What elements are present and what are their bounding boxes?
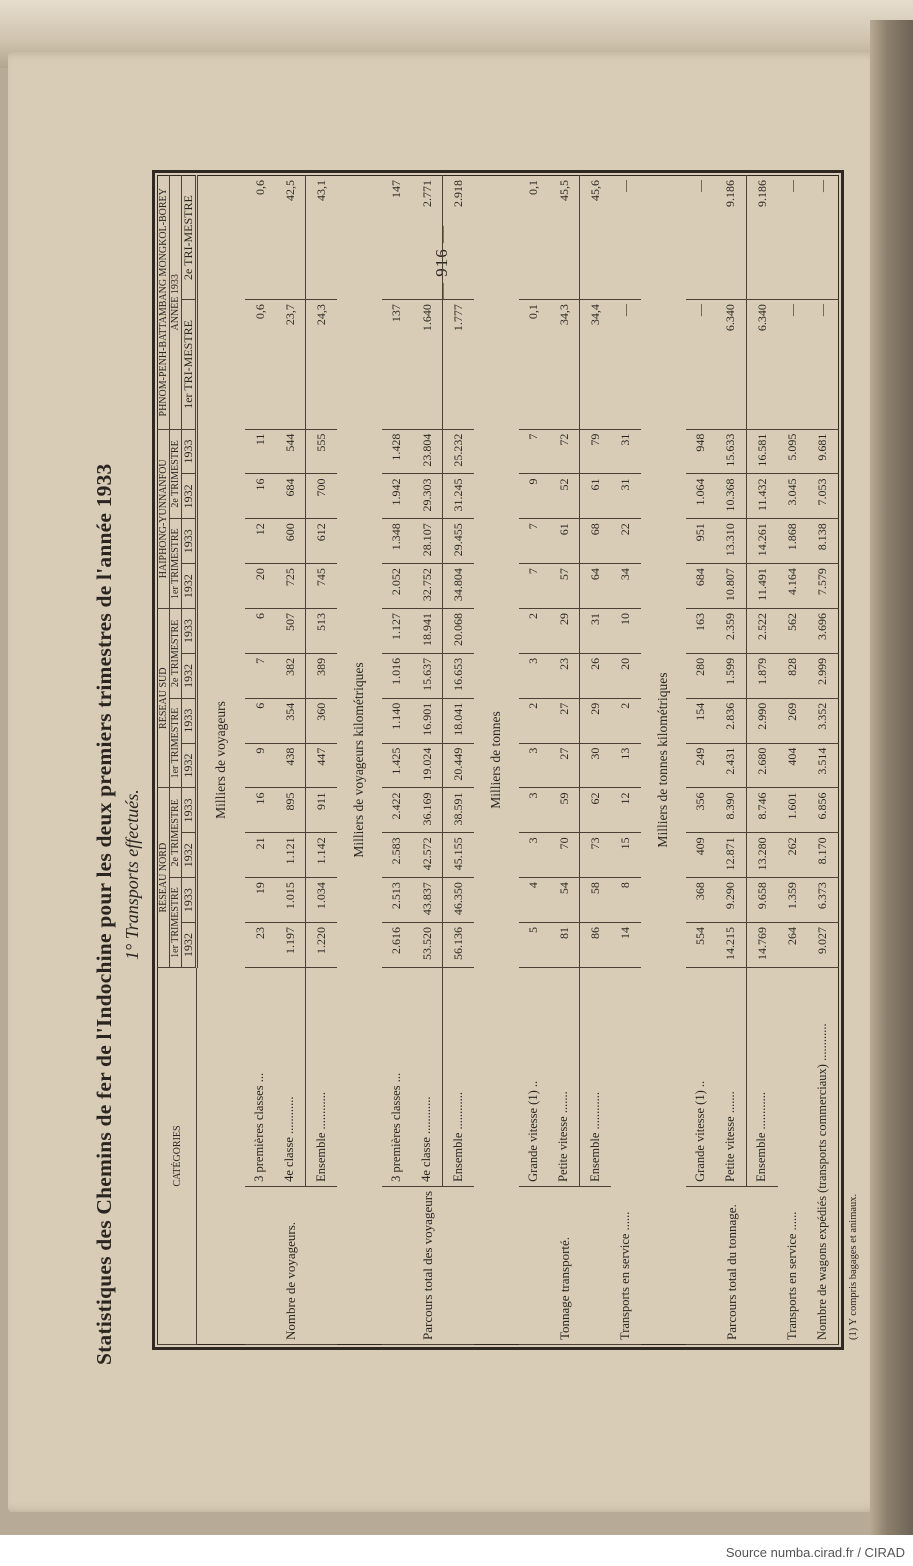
table-row xyxy=(747,176,778,1345)
year-header: 1932 xyxy=(182,833,197,878)
table-cell: 1.142 xyxy=(306,833,337,878)
row-label: 4e classe ............ xyxy=(412,967,443,1186)
table-cell: 389 xyxy=(306,653,337,698)
table-cell: 1.868 xyxy=(778,519,808,564)
table-cell: — xyxy=(807,300,838,429)
table-cell: 2.999 xyxy=(807,653,838,698)
table-cell: 360 xyxy=(306,698,337,743)
table-cell: 447 xyxy=(306,743,337,788)
year-header: 1932 xyxy=(182,474,197,519)
table-cell: 29 xyxy=(580,698,611,743)
table-cell: — xyxy=(778,176,808,300)
table-cell: 27 xyxy=(549,698,580,743)
table-cell: 72 xyxy=(549,429,580,474)
table-row xyxy=(245,176,275,1345)
table-cell: 6.856 xyxy=(807,788,838,833)
table-cell: — xyxy=(611,176,641,300)
haiphong-header: HAIPHONG-YUNNANFOU xyxy=(158,429,170,608)
table-cell: 29.303 xyxy=(412,474,443,519)
table-cell: 2.422 xyxy=(382,788,412,833)
row-label: Petite vitesse ....... xyxy=(549,967,580,1186)
table-cell: 356 xyxy=(686,788,716,833)
table-cell: 2.918 xyxy=(443,176,474,300)
table-row xyxy=(519,176,549,1345)
table-cell: 34.804 xyxy=(443,564,474,609)
table-cell: 18.941 xyxy=(412,609,443,654)
row-label: Nombre de wagons expédiés (transports commerciaux) ............ xyxy=(807,967,838,1344)
year-header: 1932 xyxy=(182,923,197,968)
row-label: Ensemble ............ xyxy=(580,967,611,1186)
phnompenh-header: PHNOM-PENH-BATTAMBANG MONGKOL-BOREY xyxy=(158,176,170,430)
table-cell: 20 xyxy=(611,653,641,698)
table-cell: 6.373 xyxy=(807,878,838,923)
table-cell: 14.215 xyxy=(716,923,747,968)
table-cell: 544 xyxy=(275,429,306,474)
page-subtitle: 1° Transports effectués. xyxy=(122,789,142,960)
table-cell: 9.186 xyxy=(716,176,747,300)
nord-header: RÉSEAU NORD xyxy=(158,788,170,967)
table-cell: — xyxy=(686,176,716,300)
row-label: 4e classe ............ xyxy=(275,967,306,1186)
table-cell: 8.138 xyxy=(807,519,838,564)
section-label: Milliers de tonnes kilométriques xyxy=(654,672,670,848)
table-cell: 8 xyxy=(611,878,641,923)
page-title: Statistiques des Chemins de fer de l'Indochine pour les deux premiers trimestres de l'année 1933 xyxy=(92,463,116,1365)
table-cell: 2.052 xyxy=(382,564,412,609)
table-cell: 25.232 xyxy=(443,429,474,474)
table-cell: 612 xyxy=(306,519,337,564)
sud-header: RÉSEAU SUD xyxy=(158,609,170,788)
table-cell: 4.164 xyxy=(778,564,808,609)
table-cell: 1.220 xyxy=(306,923,337,968)
table-cell: 22 xyxy=(611,519,641,564)
table-cell: 1.359 xyxy=(778,878,808,923)
table-cell: 6 xyxy=(245,698,275,743)
table-cell: 70 xyxy=(549,833,580,878)
table-cell: 7.579 xyxy=(807,564,838,609)
table-cell: 57 xyxy=(549,564,580,609)
footnote: (1) Y compris bagages et animaux. xyxy=(848,1193,859,1340)
table-cell: 2.583 xyxy=(382,833,412,878)
table-cell: 3.045 xyxy=(778,474,808,519)
table-cell: 9.658 xyxy=(747,878,778,923)
table-cell: 5.095 xyxy=(778,429,808,474)
table-row xyxy=(275,176,306,1345)
table-cell: 7 xyxy=(519,564,549,609)
annee-header: ANNÉE 1933 xyxy=(170,176,182,430)
table-cell: 14 xyxy=(611,923,641,968)
table-cell: 3 xyxy=(519,743,549,788)
table-cell: 3 xyxy=(519,833,549,878)
row-label: Ensemble ............ xyxy=(747,967,778,1186)
section-row xyxy=(641,176,686,1345)
table-cell: 6.340 xyxy=(747,300,778,429)
table-cell: 725 xyxy=(275,564,306,609)
row-label: Ensemble ............ xyxy=(443,967,474,1186)
table-cell: 1.197 xyxy=(275,923,306,968)
year-header: 1932 xyxy=(182,743,197,788)
table-cell: 700 xyxy=(306,474,337,519)
table-cell: 4 xyxy=(519,878,549,923)
table-cell: 269 xyxy=(778,698,808,743)
year-header: 1933 xyxy=(182,698,197,743)
year-header: 1933 xyxy=(182,519,197,564)
table-cell: 262 xyxy=(778,833,808,878)
table-cell: 29 xyxy=(549,609,580,654)
table-row xyxy=(716,176,747,1345)
table-cell: 9.681 xyxy=(807,429,838,474)
table-cell: 59 xyxy=(549,788,580,833)
table-cell: 58 xyxy=(580,878,611,923)
table-cell: 12.871 xyxy=(716,833,747,878)
table-cell: 23.804 xyxy=(412,429,443,474)
year-header: 1933 xyxy=(182,788,197,833)
table-cell: 745 xyxy=(306,564,337,609)
table-cell: 54 xyxy=(549,878,580,923)
table-cell: 163 xyxy=(686,609,716,654)
table-cell: 264 xyxy=(778,923,808,968)
table-cell: 828 xyxy=(778,653,808,698)
table-cell: 1.016 xyxy=(382,653,412,698)
table-cell: 10.807 xyxy=(716,564,747,609)
table-cell: 23 xyxy=(549,653,580,698)
table-cell: 43.837 xyxy=(412,878,443,923)
table-row xyxy=(412,176,443,1345)
haiphong-t1-header: 1er TRIMESTRE xyxy=(170,519,182,609)
table-cell: 562 xyxy=(778,609,808,654)
table-cell: 27 xyxy=(549,743,580,788)
table-cell: 3.696 xyxy=(807,609,838,654)
sud-t2-header: 2e TRIMESTRE xyxy=(170,609,182,699)
table-cell: 16.901 xyxy=(412,698,443,743)
table-cell: 26 xyxy=(580,653,611,698)
table-cell: 2.836 xyxy=(716,698,747,743)
table-cell: 64 xyxy=(580,564,611,609)
table-cell: 34 xyxy=(611,564,641,609)
table-cell: 73 xyxy=(580,833,611,878)
table-cell: 600 xyxy=(275,519,306,564)
table-cell: 1.121 xyxy=(275,833,306,878)
statistics-table xyxy=(157,175,839,1345)
table-row xyxy=(580,176,611,1345)
table-cell: 6.340 xyxy=(716,300,747,429)
table-cell: 409 xyxy=(686,833,716,878)
table-row xyxy=(443,176,474,1345)
table-cell: 11.491 xyxy=(747,564,778,609)
source-credit: Source numba.cirad.fr / CIRAD xyxy=(725,1545,905,1560)
table-cell: 34,4 xyxy=(580,300,611,429)
table-cell: 8.746 xyxy=(747,788,778,833)
section-row xyxy=(337,176,382,1345)
section-label: Milliers de voyageurs xyxy=(213,701,229,819)
table-cell: 31 xyxy=(611,429,641,474)
table-cell: 9 xyxy=(245,743,275,788)
table-cell: 28.107 xyxy=(412,519,443,564)
table-cell: 53.520 xyxy=(412,923,443,968)
table-cell: 13.310 xyxy=(716,519,747,564)
row-label: 3 premières classes ... xyxy=(382,967,412,1186)
table-cell: 29.455 xyxy=(443,519,474,564)
table-cell: 2.431 xyxy=(716,743,747,788)
table-cell: 86 xyxy=(580,923,611,968)
table-cell: 19 xyxy=(245,878,275,923)
year-header: 1932 xyxy=(182,564,197,609)
trimester-header: 2e TRI-MESTRE xyxy=(182,176,197,300)
table-cell: 11.432 xyxy=(747,474,778,519)
table-row xyxy=(778,176,808,1345)
table-cell: 0,6 xyxy=(245,176,275,300)
table-cell: 30 xyxy=(580,743,611,788)
table-cell: 5 xyxy=(519,923,549,968)
table-cell: 2 xyxy=(611,698,641,743)
table-cell: 895 xyxy=(275,788,306,833)
haiphong-t2-header: 2e TRIMESTRE xyxy=(170,429,182,519)
table-cell: 10 xyxy=(611,609,641,654)
section-label: Milliers de voyageurs kilométriques xyxy=(351,662,367,858)
table-row xyxy=(686,176,716,1345)
table-cell: 684 xyxy=(686,564,716,609)
table-cell: 280 xyxy=(686,653,716,698)
table-cell: 42.572 xyxy=(412,833,443,878)
table-cell: 61 xyxy=(549,519,580,564)
table-cell: 42,5 xyxy=(275,176,306,300)
table-cell: 14.769 xyxy=(747,923,778,968)
categories-header: CATÉGORIES xyxy=(158,967,197,1344)
table-cell: 2 xyxy=(519,698,549,743)
table-cell: 354 xyxy=(275,698,306,743)
table-cell: 1.015 xyxy=(275,878,306,923)
table-cell: 0,1 xyxy=(519,300,549,429)
year-header: 1933 xyxy=(182,609,197,654)
sud-t1-header: 1er TRIMESTRE xyxy=(170,698,182,788)
row-label: Petite vitesse ....... xyxy=(716,967,747,1186)
table-cell: 45.155 xyxy=(443,833,474,878)
table-cell: 13 xyxy=(611,743,641,788)
year-header: 1932 xyxy=(182,653,197,698)
table-cell: 38.591 xyxy=(443,788,474,833)
table-cell: 7 xyxy=(245,653,275,698)
year-header: 1933 xyxy=(182,878,197,923)
nord-t1-header: 1er TRIMESTRE xyxy=(170,878,182,968)
table-row xyxy=(807,176,838,1345)
table-cell: 8.390 xyxy=(716,788,747,833)
table-cell: 11 xyxy=(245,429,275,474)
table-cell: 147 xyxy=(382,176,412,300)
table-cell: 2.359 xyxy=(716,609,747,654)
table-cell: 31 xyxy=(580,609,611,654)
table-cell: 56.136 xyxy=(443,923,474,968)
table-cell: 2 xyxy=(519,609,549,654)
table-cell: — xyxy=(778,300,808,429)
table-cell: 81 xyxy=(549,923,580,968)
table-row xyxy=(382,176,412,1345)
table-cell: 154 xyxy=(686,698,716,743)
table-cell: 1.064 xyxy=(686,474,716,519)
table-cell: 1.140 xyxy=(382,698,412,743)
table-cell: 19.024 xyxy=(412,743,443,788)
table-cell: 20.449 xyxy=(443,743,474,788)
row-label: Transports en service ...... xyxy=(611,967,641,1344)
table-cell: 1.599 xyxy=(716,653,747,698)
table-cell: 368 xyxy=(686,878,716,923)
table-cell: 12 xyxy=(611,788,641,833)
table-cell: 1.127 xyxy=(382,609,412,654)
page-number: — 916 — xyxy=(432,225,451,300)
table-cell: 2.616 xyxy=(382,923,412,968)
table-cell: 6 xyxy=(245,609,275,654)
table-cell: 45,5 xyxy=(549,176,580,300)
statistics-table-frame xyxy=(152,170,844,1350)
table-cell: 404 xyxy=(778,743,808,788)
table-cell: 36.169 xyxy=(412,788,443,833)
table-cell: 3 xyxy=(519,653,549,698)
table-cell: 1.942 xyxy=(382,474,412,519)
table-cell: 79 xyxy=(580,429,611,474)
table-cell: 2.990 xyxy=(747,698,778,743)
table-cell: 3 xyxy=(519,788,549,833)
table-cell: 9 xyxy=(519,474,549,519)
table-cell: 24,3 xyxy=(306,300,337,429)
table-cell: 9.290 xyxy=(716,878,747,923)
table-cell: 45,6 xyxy=(580,176,611,300)
table-row xyxy=(611,176,641,1345)
table-cell: 31 xyxy=(611,474,641,519)
table-cell: 0,6 xyxy=(245,300,275,429)
table-cell: 1.348 xyxy=(382,519,412,564)
table-cell: 14.261 xyxy=(747,519,778,564)
table-cell: 23,7 xyxy=(275,300,306,429)
table-cell: 18.041 xyxy=(443,698,474,743)
table-cell: 1.034 xyxy=(306,878,337,923)
year-header: 1933 xyxy=(182,429,197,474)
table-cell: 16 xyxy=(245,788,275,833)
table-cell: 15.633 xyxy=(716,429,747,474)
table-cell: 438 xyxy=(275,743,306,788)
table-cell: 507 xyxy=(275,609,306,654)
table-cell: 12 xyxy=(245,519,275,564)
table-cell: 21 xyxy=(245,833,275,878)
table-cell: 948 xyxy=(686,429,716,474)
table-cell: 16 xyxy=(245,474,275,519)
table-cell: 911 xyxy=(306,788,337,833)
table-cell: 10.368 xyxy=(716,474,747,519)
table-cell: 555 xyxy=(306,429,337,474)
table-cell: 1.777 xyxy=(443,300,474,429)
trimester-header: 1er TRI-MESTRE xyxy=(182,300,197,429)
table-cell: — xyxy=(807,176,838,300)
table-cell: 9.186 xyxy=(747,176,778,300)
table-cell: 68 xyxy=(580,519,611,564)
section-label: Milliers de tonnes xyxy=(488,711,504,809)
table-cell: 20.068 xyxy=(443,609,474,654)
table-cell: 43,1 xyxy=(306,176,337,300)
table-cell: 32.752 xyxy=(412,564,443,609)
table-cell: 2.680 xyxy=(747,743,778,788)
table-cell: 8.170 xyxy=(807,833,838,878)
table-cell: 7.053 xyxy=(807,474,838,519)
table-row xyxy=(306,176,337,1345)
table-cell: 3.514 xyxy=(807,743,838,788)
table-cell: 20 xyxy=(245,564,275,609)
row-label: 3 premières classes ... xyxy=(245,967,275,1186)
table-row xyxy=(549,176,580,1345)
table-cell: 15 xyxy=(611,833,641,878)
row-label: Transports en service ...... xyxy=(778,967,808,1344)
table-cell: 137 xyxy=(382,300,412,429)
table-cell: 34,3 xyxy=(549,300,580,429)
table-cell: 554 xyxy=(686,923,716,968)
table-cell: 13.280 xyxy=(747,833,778,878)
table-cell: 61 xyxy=(580,474,611,519)
table-cell: 46.350 xyxy=(443,878,474,923)
book-binding-edge xyxy=(870,20,913,1535)
table-cell: 7 xyxy=(519,519,549,564)
rotated-page-content xyxy=(42,130,862,1400)
table-cell: 9.027 xyxy=(807,923,838,968)
table-cell: 1.601 xyxy=(778,788,808,833)
table-cell: 16.653 xyxy=(443,653,474,698)
table-cell: 0,1 xyxy=(519,176,549,300)
table-cell: 2.513 xyxy=(382,878,412,923)
group-label: Parcours total des voyageurs xyxy=(382,1186,474,1344)
table-cell: 513 xyxy=(306,609,337,654)
section-row xyxy=(197,176,246,1345)
table-cell: 7 xyxy=(519,429,549,474)
group-label: Tonnage transporté. xyxy=(519,1186,611,1344)
table-cell: 2.771 xyxy=(412,176,443,300)
table-cell: 1.879 xyxy=(747,653,778,698)
table-cell: — xyxy=(686,300,716,429)
table-body xyxy=(197,176,839,1345)
table-cell: 382 xyxy=(275,653,306,698)
table-cell: 2.522 xyxy=(747,609,778,654)
table-cell: 249 xyxy=(686,743,716,788)
table-cell: 16.581 xyxy=(747,429,778,474)
table-cell: 52 xyxy=(549,474,580,519)
table-cell: 31.245 xyxy=(443,474,474,519)
table-cell: 951 xyxy=(686,519,716,564)
table-cell: 15.637 xyxy=(412,653,443,698)
group-label: Parcours total du tonnage. xyxy=(686,1186,778,1344)
section-row xyxy=(474,176,519,1345)
table-cell: 3.352 xyxy=(807,698,838,743)
table-cell: 1.425 xyxy=(382,743,412,788)
table-cell: 1.428 xyxy=(382,429,412,474)
group-label: Nombre de voyageurs. xyxy=(245,1186,337,1344)
row-label: Ensemble ............ xyxy=(306,967,337,1186)
nord-t2-header: 2e TRIMESTRE xyxy=(170,788,182,878)
table-cell: 1.640 xyxy=(412,300,443,429)
row-label: Grande vitesse (1) .. xyxy=(686,967,716,1186)
table-cell: 23 xyxy=(245,923,275,968)
table-cell: — xyxy=(611,300,641,429)
row-label: Grande vitesse (1) .. xyxy=(519,967,549,1186)
table-cell: 62 xyxy=(580,788,611,833)
table-cell: 684 xyxy=(275,474,306,519)
